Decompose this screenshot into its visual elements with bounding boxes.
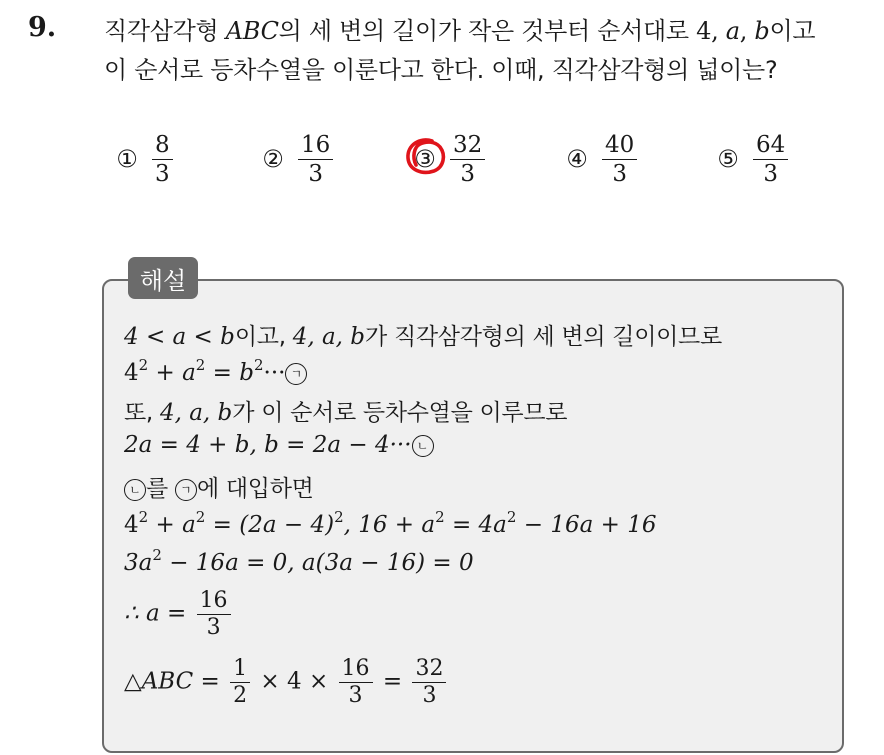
choice-mark: ⑤	[717, 145, 739, 173]
choice-fraction	[152, 131, 173, 188]
math-expr: 4, a, b	[159, 400, 233, 426]
fraction	[197, 588, 231, 641]
solution-text: 또,	[124, 400, 160, 426]
fraction-numerator: 8	[152, 131, 173, 160]
fraction-denominator: 3	[422, 683, 437, 708]
question-text	[104, 12, 874, 90]
math-expr: △ABC =	[124, 668, 228, 695]
fraction	[412, 656, 446, 709]
circled-label-icon: ㄴ	[124, 479, 146, 501]
math-expr: , 16 + a	[343, 512, 436, 538]
circled-label-icon: ㄱ	[285, 363, 307, 385]
question-var: ,	[739, 17, 755, 45]
fraction-numerator: 1	[230, 656, 250, 683]
exponent: 2	[195, 356, 206, 374]
math-expr: 4, a, b	[292, 324, 366, 350]
solution-line-6	[124, 508, 657, 538]
choice-fraction	[298, 131, 333, 188]
question-line-1	[104, 12, 874, 51]
solution-text: 를	[146, 476, 175, 502]
math-expr: = 4a	[444, 512, 507, 538]
fraction-numerator: 40	[602, 131, 637, 160]
exponent: 2	[138, 356, 149, 374]
math-expr: − 16a = 0, a(3a − 16) = 0	[161, 550, 474, 576]
fraction-denominator: 2	[233, 683, 248, 708]
solution-line-3	[124, 394, 567, 427]
exponent: 2	[195, 508, 206, 526]
fraction	[339, 656, 373, 709]
question-text-part: 직각삼각형	[104, 17, 226, 45]
choice-2[interactable]	[258, 126, 333, 192]
solution-line-8	[124, 588, 234, 641]
math-expr: 4 < a < b	[124, 324, 235, 350]
math-expr: − 16a + 16	[516, 512, 657, 538]
solution-text: 가 직각삼각형의 세 변의 길이이므로	[365, 324, 722, 350]
question-var: b	[754, 17, 770, 45]
fraction-numerator: 64	[753, 131, 788, 160]
answer-choices	[0, 126, 884, 196]
fraction-numerator: 16	[339, 656, 373, 683]
fraction-denominator: 3	[612, 160, 627, 187]
math-expr: =	[375, 668, 410, 695]
solution-text: 에 대입하면	[196, 476, 314, 502]
solution-line-4	[124, 432, 434, 458]
fraction-denominator: 3	[348, 683, 363, 708]
math-expr: = (2a − 4)	[205, 512, 335, 538]
choice-3[interactable]	[410, 126, 485, 192]
choice-mark-text: ③	[414, 145, 436, 173]
solution-line-1	[124, 318, 722, 351]
solution-line-5	[124, 470, 314, 503]
exponent: 2	[435, 508, 445, 526]
math-expr: + a	[148, 360, 196, 386]
question-var: a	[725, 17, 740, 45]
fraction-denominator: 3	[206, 615, 221, 640]
solution-text: 가 이 순서로 등차수열을 이루므로	[232, 400, 568, 426]
math-expr: × 4 ×	[253, 668, 336, 695]
fraction-numerator: 32	[450, 131, 485, 160]
math-expr: = b	[205, 360, 254, 386]
choice-fraction	[753, 131, 788, 188]
question-var: ABC	[225, 17, 279, 45]
solution-line-2	[124, 356, 307, 386]
question-number: 9.	[28, 12, 57, 43]
choice-fraction	[602, 131, 637, 188]
exponent: 2	[334, 508, 344, 526]
choice-mark: ②	[262, 145, 284, 173]
math-expr: 4	[124, 360, 139, 386]
solution-tag: 해설	[128, 257, 198, 299]
math-expr: + a	[148, 512, 196, 538]
exponent: 2	[506, 508, 517, 526]
solution-text: 이고,	[234, 324, 293, 350]
solution-line-7	[124, 546, 474, 576]
math-expr: 2a = 4 + b, b = 2a − 4···	[124, 432, 412, 458]
exponent: 2	[253, 356, 264, 374]
circled-label-icon: ㄴ	[412, 435, 434, 457]
fraction-numerator: 16	[197, 588, 231, 615]
math-expr: 4	[124, 512, 139, 538]
choice-mark: ①	[116, 145, 138, 173]
fraction-denominator: 3	[308, 160, 323, 187]
math-expr: ∴ a =	[124, 600, 194, 627]
fraction-denominator: 3	[460, 160, 475, 187]
choice-5[interactable]	[713, 126, 788, 192]
math-expr: 3a	[124, 550, 153, 576]
fraction-numerator: 32	[412, 656, 446, 683]
choice-mark: ④	[566, 145, 588, 173]
solution-line-9	[124, 656, 449, 709]
math-expr: ···	[263, 360, 286, 386]
exponent: 2	[138, 508, 149, 526]
fraction	[230, 656, 250, 709]
question-line-2: 이 순서로 등차수열을 이룬다고 한다. 이때, 직각삼각형의 넓이는?	[104, 56, 778, 84]
choice-mark	[410, 145, 440, 173]
choice-4[interactable]	[562, 126, 637, 192]
fraction-denominator: 3	[155, 160, 170, 187]
exponent: 2	[152, 546, 162, 564]
choice-1[interactable]	[112, 126, 173, 192]
question-var: 4,	[696, 17, 726, 45]
circled-label-icon: ㄱ	[175, 479, 197, 501]
question-text-part: 이고	[769, 17, 816, 45]
question-text-part: 의 세 변의 길이가 작은 것부터 순서대로	[278, 17, 697, 45]
fraction-numerator: 16	[298, 131, 333, 160]
choice-fraction	[450, 131, 485, 188]
hand-drawn-circle-icon	[402, 135, 450, 179]
fraction-denominator: 3	[763, 160, 778, 187]
